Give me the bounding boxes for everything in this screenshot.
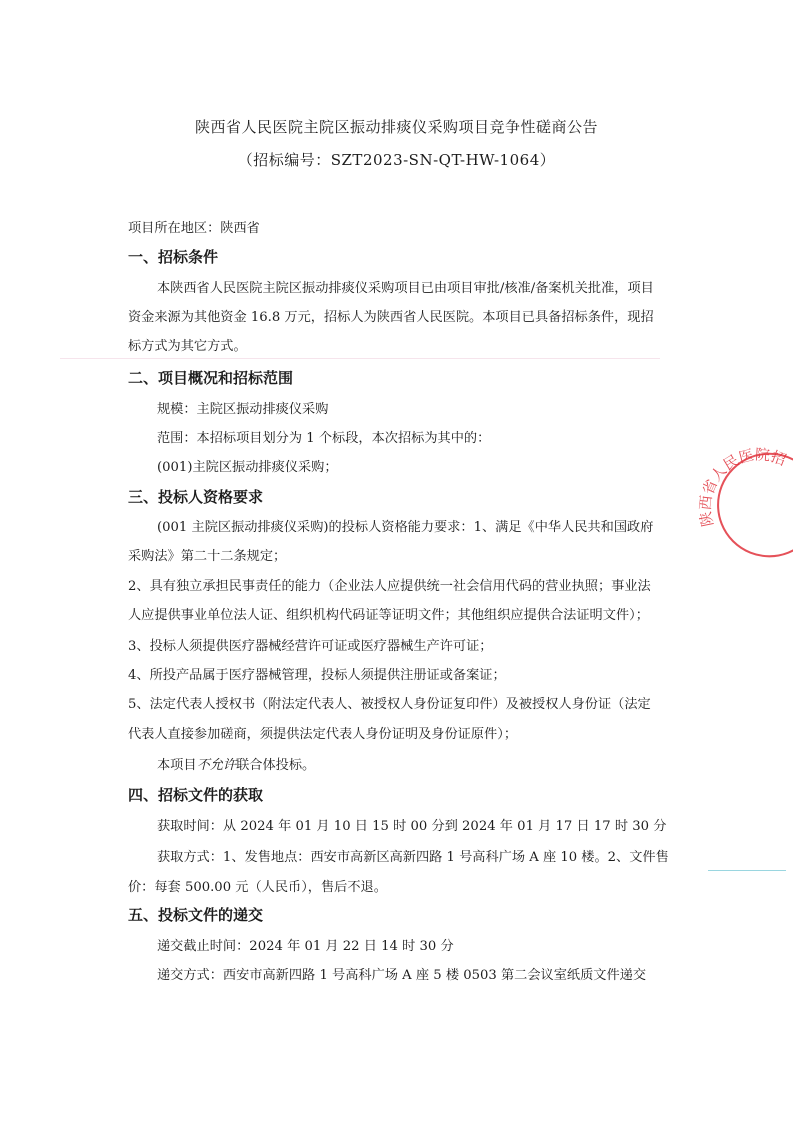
official-seal-stamp <box>696 420 793 590</box>
section-3-line: (001 主院区振动排痰仪采购)的投标人资格能力要求：1、满足《中华人民共和国政府 <box>157 520 654 535</box>
section-1-line: 标方式为其它方式。 <box>128 339 247 354</box>
section-5-heading: 五、投标文件的递交 <box>128 906 264 924</box>
section-4-line: 价：每套 500.00 元（人民币），售后不退。 <box>128 880 387 895</box>
section-3-line: 3、投标人须提供医疗器械经营许可证或医疗器械生产许可证； <box>128 639 493 654</box>
document-title: 陕西省人民医院主院区振动排痰仪采购项目竞争性磋商公告 <box>194 118 598 136</box>
section-2-line: 规模：主院区振动排痰仪采购 <box>157 402 329 417</box>
section-4-line: 获取方式：1、发售地点：西安市高新区高新四路 1 号高科广场 A 座 10 楼。2、文件售 <box>157 850 669 865</box>
section-2-heading: 二、项目概况和招标范围 <box>128 369 294 387</box>
section-3-line: 2、具有独立承担民事责任的能力（企业法人应提供统一社会信用代码的营业执照；事业法 <box>128 579 651 594</box>
section-3-line: 4、所投产品属于医疗器械管理，投标人须提供注册证或备案证； <box>128 668 506 683</box>
tender-number: （招标编号：SZT2023-SN-QT-HW-1064） <box>237 151 556 169</box>
section-3-heading: 三、投标人资格要求 <box>128 488 264 506</box>
joint-italic: 不允许 <box>196 758 237 773</box>
project-region: 项目所在地区：陕西省 <box>128 221 260 236</box>
section-3-line: 采购法》第二十二条规定； <box>128 549 287 564</box>
section-4-heading: 四、招标文件的获取 <box>128 786 264 804</box>
seal-text: 陕西省人民医院招标 <box>696 433 789 529</box>
section-1-heading: 一、招标条件 <box>128 248 219 266</box>
section-5-line: 递交方式：西安市高新四路 1 号高科广场 A 座 5 楼 0503 第二会议室纸质文件递交 <box>157 968 647 983</box>
joint-suffix: 联合体投标。 <box>236 758 316 773</box>
section-3-line: 人应提供事业单位法人证、组织机构代码证等证明文件；其他组织应提供合法证明文件）； <box>128 608 649 623</box>
section-5-line: 递交截止时间：2024 年 01 月 22 日 14 时 30 分 <box>157 939 454 954</box>
section-2-line: (001)主院区振动排痰仪采购； <box>157 460 338 475</box>
section-1-line: 本陕西省人民医院主院区振动排痰仪采购项目已由项目审批/核准/备案机关批准，项目 <box>157 281 654 296</box>
scan-artifact-line <box>708 870 786 871</box>
scan-artifact-line <box>60 358 660 359</box>
section-2-line: 范围：本招标项目划分为 1 个标段，本次招标为其中的： <box>157 431 491 446</box>
section-1-line: 资金来源为其他资金 16.8 万元，招标人为陕西省人民医院。本项目已具备招标条件，现招 <box>128 310 654 325</box>
joint-prefix: 本项目 <box>157 758 197 773</box>
section-3-line: 5、法定代表人授权书（附法定代表人、被授权人身份证复印件）及被授权人身份证（法定 <box>128 697 651 712</box>
joint-bid-statement <box>157 754 315 773</box>
section-4-line: 获取时间：从 2024 年 01 月 10 日 15 时 00 分到 2024 年 01 月 17 日 17 时 30 分 <box>157 819 667 834</box>
section-3-line: 代表人直接参加磋商，须提供法定代表人身份证明及身份证原件）； <box>128 727 518 742</box>
